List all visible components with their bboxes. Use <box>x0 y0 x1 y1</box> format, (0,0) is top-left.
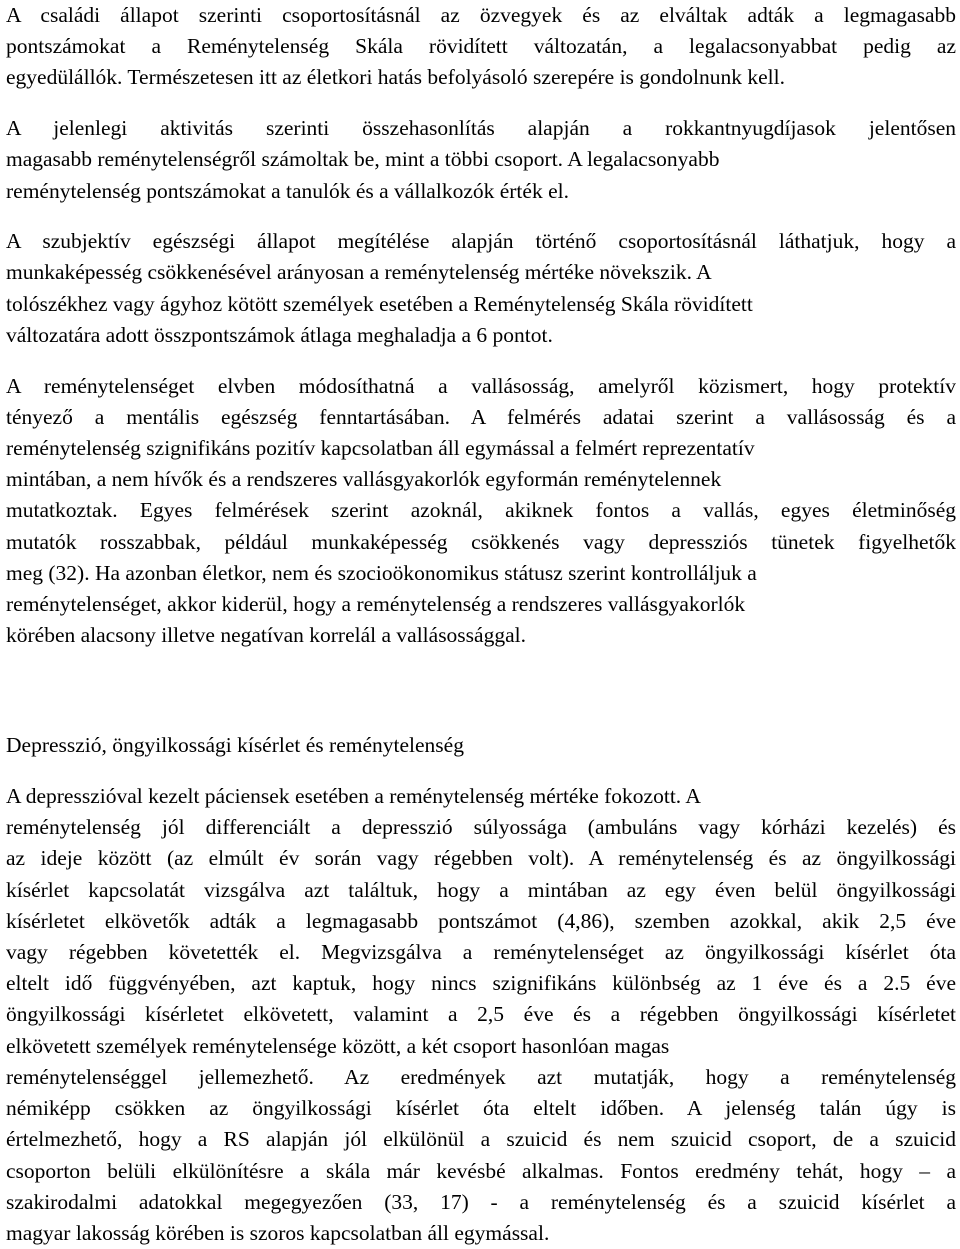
paragraph-marital-status <box>6 0 956 94</box>
text-line: öngyilkossági kísérletet elkövetett, valamint a 2,5 éve és a régebben öngyilkossági kísérletet <box>6 1002 956 1027</box>
text-line: tolószékhez vagy ágyhoz kötött személyek esetében a Reménytelenség Skála rövidített <box>6 291 753 316</box>
text-line: munkaképesség csökkenésével arányosan a reménytelenség mértéke növekszik. A <box>6 260 712 285</box>
text-line: némiképp csökken az öngyilkossági kísérlet óta eltelt időben. A jelenség talán úgy is <box>6 1096 956 1121</box>
paragraph-religiosity <box>6 371 956 652</box>
text-line: A jelenlegi aktivitás szerinti összehasonlítás alapján a rokkantnyugdíjasok jelentősen <box>6 116 956 141</box>
text-line: csoporton belüli elkülönítésre a skála már kevésbé alkalmas. Fontos eredmény tehát, hogy – a <box>6 1158 956 1183</box>
text-line: reménytelenséggel jellemezhető. Az eredmények azt mutatják, hogy a reménytelenség <box>6 1064 956 1089</box>
text-line: mutatók rosszabbak, például munkaképesség csökkenés vagy depressziós tünetek figyelhetők <box>6 529 956 554</box>
text-line: reménytelenség jól differenciált a depresszió súlyossága (ambuláns vagy kórházi kezelés) és <box>6 815 956 840</box>
text-line: reménytelenséget, akkor kiderül, hogy a reménytelenség a rendszeres vallásgyakorlók <box>6 591 746 616</box>
text-line: tényező a mentális egészség fenntartásában. A felmérés adatai szerint a vallásosság és a <box>6 404 956 429</box>
text-line: magasabb reménytelenségről számoltak be, mint a többi csoport. A legalacsonyabb <box>6 147 720 172</box>
text-line: pontszámokat a Reménytelenség Skála rövidített változatán, a legalacsonyabbat pedig az <box>6 34 956 59</box>
paragraph-health <box>6 226 956 351</box>
text-line: A reménytelenséget elvben módosíthatná a vallásosság, amelyről közismert, hogy protektív <box>6 373 956 398</box>
text-line: körében alacsony illetve negatívan korrelál a vallásossággal. <box>6 623 526 648</box>
text-line: A depresszióval kezelt páciensek esetében a reménytelenség mértéke fokozott. A <box>6 784 701 809</box>
text-line: reménytelenség pontszámokat a tanulók és a vállalkozók érték el. <box>6 178 569 203</box>
section-heading <box>6 730 956 761</box>
text-line: A családi állapot szerinti csoportosításnál az özvegyek és az elváltak adták a legmagasabb <box>6 3 956 27</box>
heading-text: Depresszió, öngyilkossági kísérlet és reménytelenség <box>6 733 464 758</box>
text-line: eltelt idő függvényében, azt kaptuk, hogy nincs szignifikáns különbség az 1 éve és a 2.5 éve <box>6 971 956 996</box>
text-line: kísérlet kapcsolatát vizsgálva azt találtuk, hogy a mintában az egy éven belül öngyilkossági <box>6 877 956 902</box>
text-line: szakirodalmi adatokkal megegyezően (33, 17) - a reménytelenség és a szuicid kísérlet a <box>6 1189 956 1214</box>
document-page <box>6 0 956 1249</box>
text-line: vagy régebben követették el. Megvizsgálva a reménytelenséget az öngyilkossági kísérlet óta <box>6 940 956 965</box>
text-line: magyar lakosság körében is szoros kapcsolatban áll egymással. <box>6 1220 550 1245</box>
text-line: értelmezhető, hogy a RS alapján jól elkülönül a szuicid és nem szuicid csoport, de a szuicid <box>6 1127 956 1152</box>
text-line: mutatkoztak. Egyes felmérések szerint azoknál, akiknek fontos a vallás, egyes életminőség <box>6 498 956 523</box>
text-line: mintában, a nem hívők és a rendszeres vallásgyakorlók egyformán reménytelennek <box>6 467 722 492</box>
text-line: reménytelenség szignifikáns pozitív kapcsolatban áll egymással a felmért reprezentatív <box>6 435 755 460</box>
text-line: elkövetett személyek reménytelensége között, a két csoport hasonlóan magas <box>6 1033 670 1058</box>
text-line: kísérletet elkövetők adták a legmagasabb pontszámot (4,86), szemben azokkal, akik 2,5 éve <box>6 908 956 933</box>
text-line: változatára adott összpontszámok átlaga meghaladja a 6 pontot. <box>6 322 553 347</box>
text-line: egyedülállók. Természetesen itt az életkori hatás befolyásoló szerepére is gondolnunk kell. <box>6 65 785 90</box>
paragraph-depression-suicide <box>6 781 956 1249</box>
paragraph-activity <box>6 113 956 207</box>
text-line: az ideje között (az elmúlt év során vagy régebben volt). A reménytelenség és az öngyilkossági <box>6 846 956 871</box>
text-line: A szubjektív egészségi állapot megítélése alapján történő csoportosításnál láthatjuk, hogy a <box>6 229 956 254</box>
text-line: meg (32). Ha azonban életkor, nem és szocioökonomikus státusz szerint kontrolláljuk a <box>6 560 757 585</box>
